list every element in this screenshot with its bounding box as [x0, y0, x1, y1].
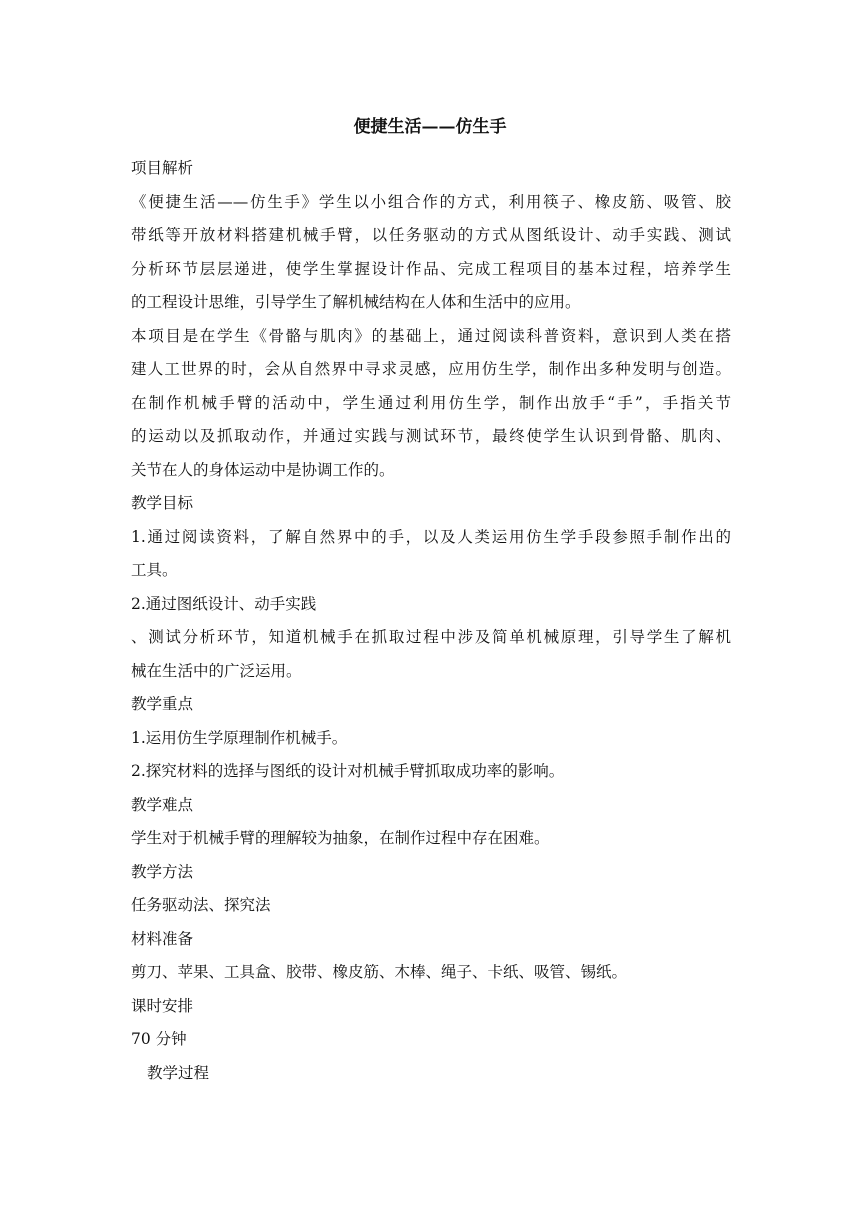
body-line: 本项目是在学生《骨骼与肌肉》的基础上，通过阅读科普资料，意识到人类在搭	[131, 326, 731, 345]
body-line: 教学重点	[131, 695, 194, 713]
document-body	[131, 152, 731, 1090]
body-line: 70 分钟	[131, 1030, 187, 1048]
body-line: 《便捷生活——仿生手》学生以小组合作的方式，利用筷子、橡皮筋、吸管、胶	[131, 192, 731, 211]
body-line: 分析环节层层递进，使学生掌握设计作品、完成工程项目的基本过程，培养学生	[131, 259, 731, 278]
body-line: 的工程设计思维，引导学生了解机械结构在人体和生活中的应用。	[131, 293, 581, 311]
body-line: 的运动以及抓取动作，并通过实践与测试环节，最终使学生认识到骨骼、肌肉、	[131, 427, 731, 445]
body-line: 2.探究材料的选择与图纸的设计对机械手臂抓取成功率的影响。	[131, 762, 565, 780]
document-title: 便捷生活——仿生手	[353, 117, 507, 137]
body-line: 任务驱动法、探究法	[131, 896, 271, 914]
body-line: 教学难点	[131, 795, 194, 814]
body-line: 教学方法	[131, 862, 194, 881]
body-line: 械在生活中的广泛运用。	[131, 661, 302, 680]
body-line: 课时安排	[131, 996, 194, 1015]
body-line: 工具。	[131, 561, 178, 579]
body-line: 1.运用仿生学原理制作机械手。	[131, 728, 348, 747]
body-line: 建人工世界的时，会从自然界中寻求灵感，应用仿生学，制作出多种发明与创造。	[131, 360, 731, 378]
body-line: 在制作机械手臂的活动中，学生通过利用仿生学，制作出放手“手”，手指关节	[131, 393, 731, 412]
body-line: 1.通过阅读资料，了解自然界中的手，以及人类运用仿生学手段参照手制作出的	[131, 527, 731, 546]
body-line: 学生对于机械手臂的理解较为抽象，在制作过程中存在困难。	[131, 829, 550, 847]
body-line: 剪刀、苹果、工具盒、胶带、橡皮筋、木棒、绳子、卡纸、吸管、锡纸。	[131, 963, 628, 981]
body-line: 关节在人的身体运动中是协调工作的。	[131, 460, 395, 479]
body-line: 教学目标	[131, 494, 194, 512]
body-line: 教学过程	[147, 1063, 210, 1082]
body-line: 2.通过图纸设计、动手实践	[131, 594, 317, 613]
body-line: 材料准备	[131, 929, 194, 948]
body-line: 、测试分析环节，知道机械手在抓取过程中涉及简单机械原理，引导学生了解机	[131, 628, 731, 646]
body-line: 带纸等开放材料搭建机械手臂，以任务驱动的方式从图纸设计、动手实践、测试	[131, 226, 731, 244]
body-line: 项目解析	[131, 159, 194, 177]
